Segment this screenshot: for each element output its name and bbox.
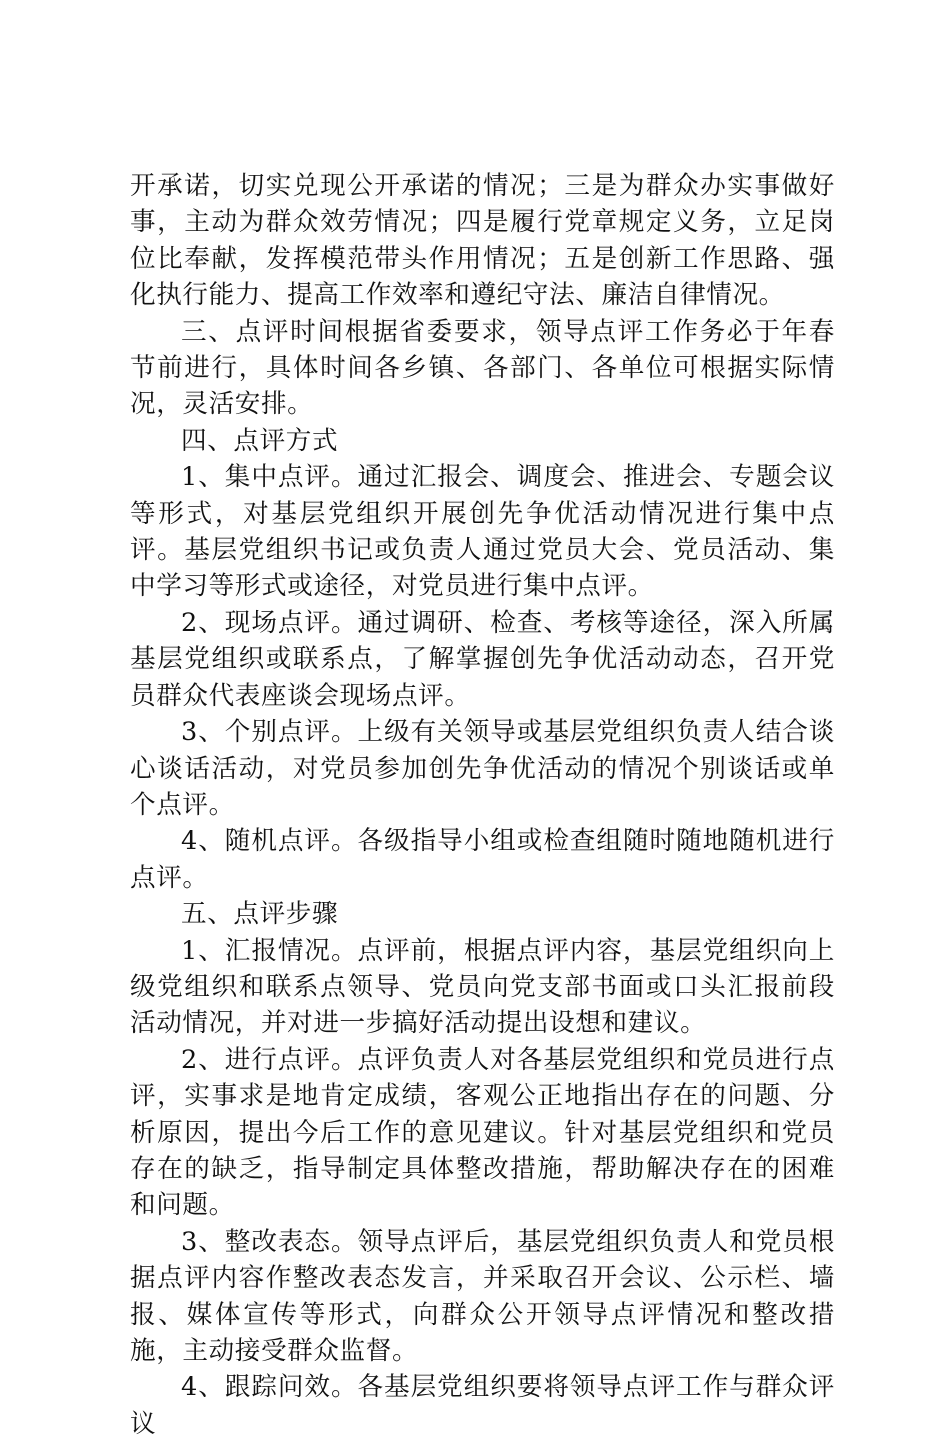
paragraph-2: 三、点评时间根据省委要求，领导点评工作务必于年春节前进行，具体时间各乡镇、各部门、各单位可根据实际情况，灵活安排。	[130, 316, 835, 420]
paragraph-9: 1、汇报情况。点评前，根据点评内容，基层党组织向上级党组织和联系点领导、党员向党支部书面或口头汇报前段活动情况，并对进一步搞好活动提出设想和建议。	[130, 935, 835, 1039]
paragraph-1: 开承诺，切实兑现公开承诺的情况；三是为群众办实事做好事，主动为群众效劳情况；四是履行党章规定义务，立足岗位比奉献，发挥模范带头作用情况；五是创新工作思路、强化执行能力、提高工作效率和遵纪守法、廉洁自律情况。	[130, 171, 835, 311]
paragraph-10: 2、进行点评。点评负责人对各基层党组织和党员进行点评，实事求是地肯定成绩，客观公正地指出存在的问题、分析原因，提出今后工作的意见建议。针对基层党组织和党员存在的缺乏，指导制定具体整改措施，帮助解决存在的困难和问题。	[130, 1044, 835, 1221]
paragraph-12: 4、跟踪问效。各基层党组织要将领导点评工作与群众评议	[130, 1372, 835, 1439]
paragraph-7: 4、随机点评。各级指导小组或检查组随时随地随机进行点评。	[130, 826, 835, 893]
paragraph-11: 3、整改表态。领导点评后，基层党组织负责人和党员根据点评内容作整改表态发言，并采取召开会议、公示栏、墙报、媒体宣传等形式，向群众公开领导点评情况和整改措施，主动接受群众监督。	[130, 1226, 835, 1366]
section-heading-5: 五、点评步骤	[181, 899, 339, 930]
paragraph-5: 2、现场点评。通过调研、检查、考核等途径，深入所属基层党组织或联系点，了解掌握创先争优活动动态，召开党员群众代表座谈会现场点评。	[130, 607, 835, 711]
document-page	[130, 168, 835, 1442]
paragraph-6: 3、个别点评。上级有关领导或基层党组织负责人结合谈心谈话活动，对党员参加创先争优活动的情况个别谈话或单个点评。	[130, 717, 835, 820]
paragraph-4: 1、集中点评。通过汇报会、调度会、推进会、专题会议等形式，对基层党组织开展创先争优活动情况进行集中点评。基层党组织书记或负责人通过党员大会、党员活动、集中学习等形式或途径，对党员进行集中点评。	[130, 462, 835, 602]
section-heading-4: 四、点评方式	[181, 425, 339, 456]
